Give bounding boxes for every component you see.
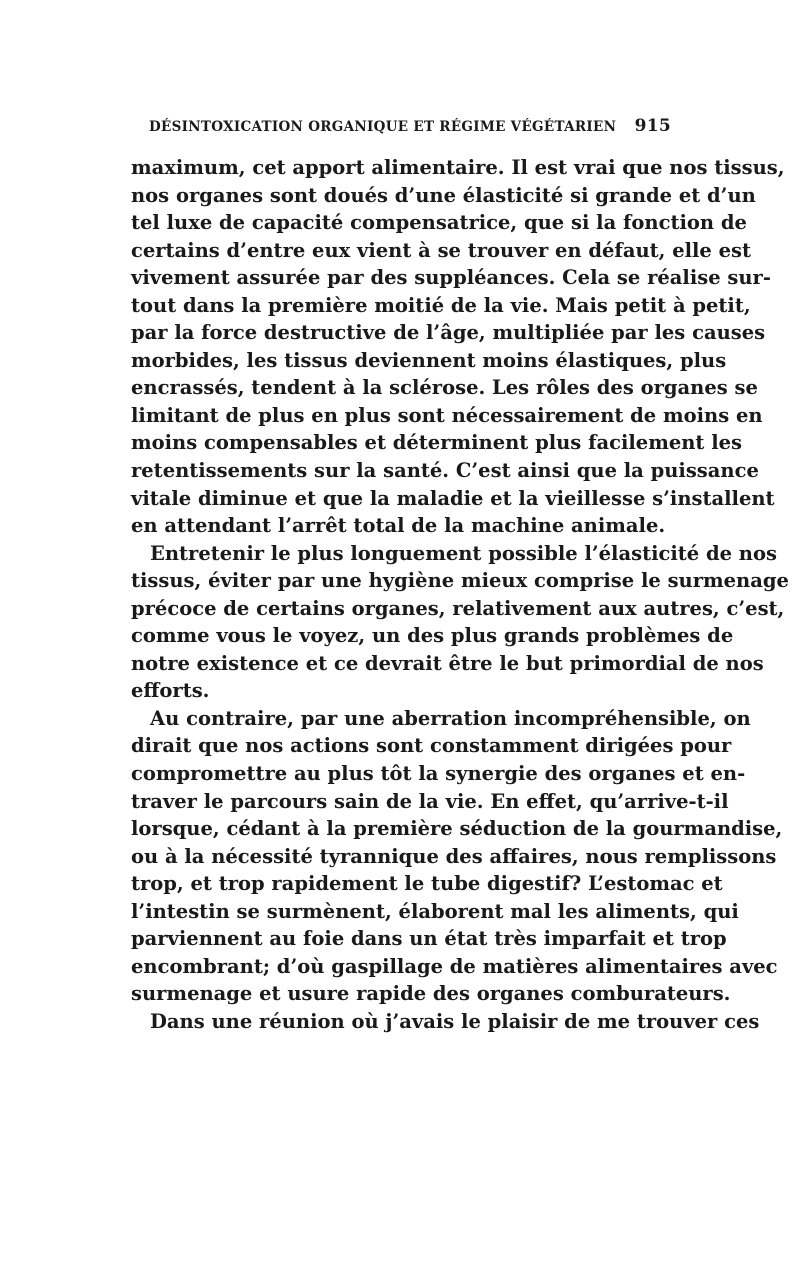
text-line: l’intestin se surmènent, élaborent mal les aliments, qui xyxy=(131,899,739,923)
paragraph-2 xyxy=(131,540,789,705)
text-line: encombrant; d’où gaspillage de matières alimentaires avec xyxy=(131,954,778,978)
text-line: dirait que nos actions sont constamment dirigées pour xyxy=(131,734,732,758)
paragraph-4 xyxy=(131,1008,760,1036)
text-line: ou à la nécessité tyrannique des affaires, nous remplissons xyxy=(131,844,777,868)
text-line: tout dans la première moitié de la vie. Mais petit à petit, xyxy=(131,293,751,317)
text-line: retentissements sur la santé. C’est ainsi que la puissance xyxy=(131,459,759,483)
page-header xyxy=(149,116,671,138)
text-line: limitant de plus en plus sont nécessairement de moins en xyxy=(131,403,763,427)
body-text xyxy=(131,154,789,1036)
text-line: tissus, éviter par une hygiène mieux comprise le surmenage xyxy=(131,569,789,593)
text-line: certains d’entre eux vient à se trouver en défaut, elle est xyxy=(131,238,752,262)
text-line: Dans une réunion où j’avais le plaisir de me trouver ces xyxy=(150,1009,760,1033)
text-line: surmenage et usure rapide des organes comburateurs. xyxy=(131,982,731,1006)
text-line: moins compensables et déterminent plus facilement les xyxy=(131,431,742,455)
text-line: parviennent au foie dans un état très imparfait et trop xyxy=(131,927,727,951)
text-line: Entretenir le plus longuement possible l’élasticité de nos xyxy=(150,541,777,565)
paragraph-1 xyxy=(131,154,785,540)
text-line: trop, et trop rapidement le tube digestif? L’estomac et xyxy=(131,872,723,896)
text-line: notre existence et ce devrait être le but primordial de nos xyxy=(131,651,764,675)
text-line: efforts. xyxy=(131,679,210,703)
text-line: vitale diminue et que la maladie et la vieillesse s’installent xyxy=(131,486,775,510)
paragraph-3 xyxy=(131,705,783,1008)
text-line: encrassés, tendent à la sclérose. Les rôles des organes se xyxy=(131,376,758,400)
text-line: maximum, cet apport alimentaire. Il est vrai que nos tissus, xyxy=(131,156,785,179)
text-line: précoce de certains organes, relativement aux autres, c’est, xyxy=(131,596,785,620)
page-number: 915 xyxy=(634,116,671,136)
text-line: par la force destructive de l’âge, multipliée par les causes xyxy=(131,321,766,345)
text-line: compromettre au plus tôt la synergie des organes et en- xyxy=(131,762,746,786)
text-line: comme vous le voyez, un des plus grands problèmes de xyxy=(131,624,734,648)
text-line: traver le parcours sain de la vie. En effet, qu’arrive-t-il xyxy=(131,789,729,813)
text-line: tel luxe de capacité compensatrice, que si la fonction de xyxy=(131,211,747,235)
text-line: morbides, les tissus deviennent moins élastiques, plus xyxy=(131,348,727,372)
text-line: vivement assurée par des suppléances. Cela se réalise sur- xyxy=(131,266,771,290)
running-title: DÉSINTOXICATION ORGANIQUE ET RÉGIME VÉGÉTARIEN xyxy=(149,119,617,135)
text-line: lorsque, cédant à la première séduction de la gourmandise, xyxy=(131,817,783,841)
text-line: en attendant l’arrêt total de la machine animale. xyxy=(131,514,666,538)
text-line: Au contraire, par une aberration incompréhensible, on xyxy=(150,706,751,730)
text-line: nos organes sont doués d’une élasticité si grande et d’un xyxy=(131,183,756,207)
